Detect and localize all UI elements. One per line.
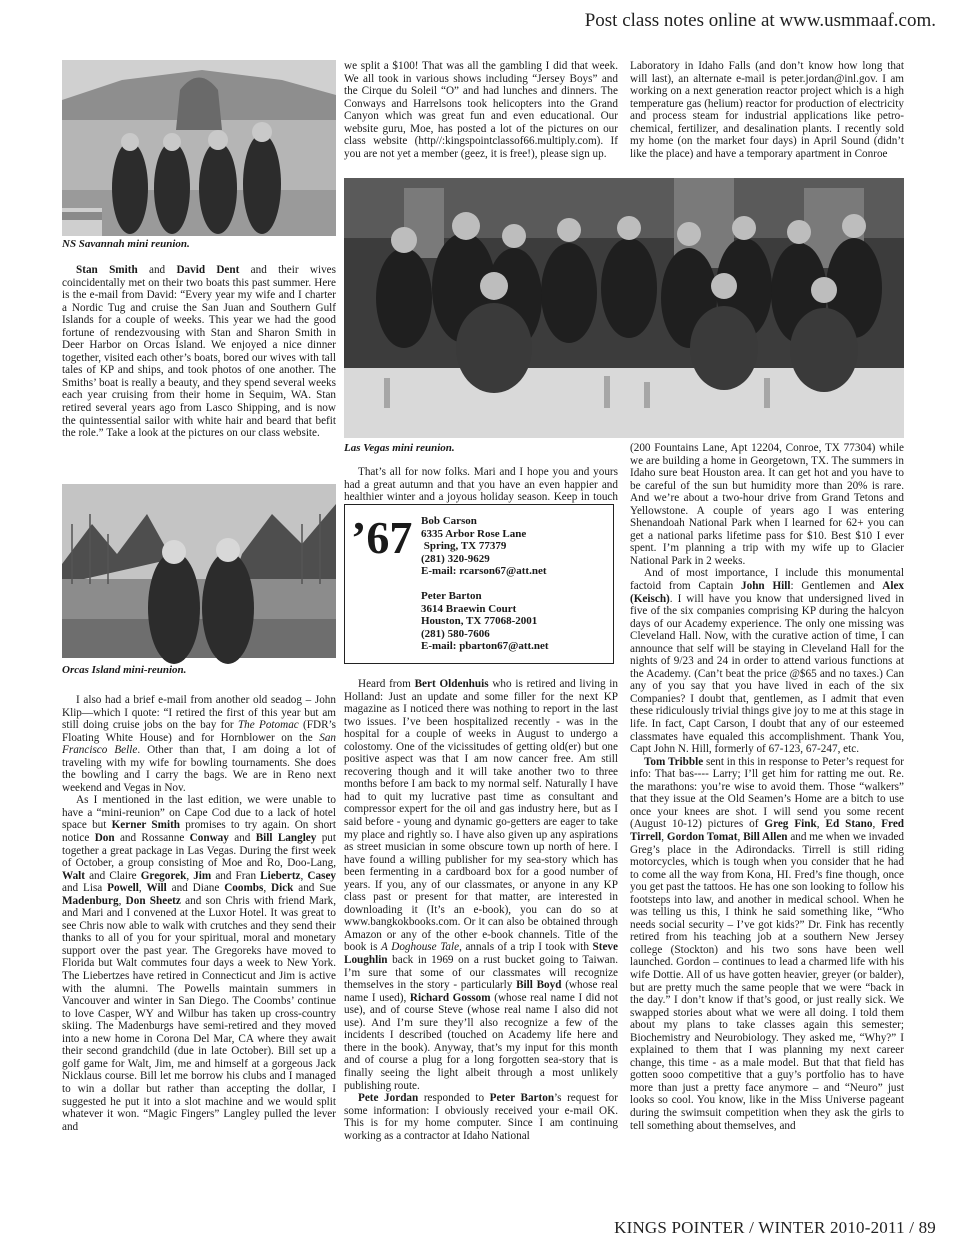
las-vegas-caption: Las Vegas mini reunion. <box>344 442 455 454</box>
column-1-text-lower <box>62 694 336 1214</box>
article-paragraph: I also had a brief e-mail from another old seadog – John Klip—which I quote: “I retired the first of this year but am still doing cruise jobs on the bay for The Potomac (FDR’s Floating White House) and for Hornblower on the San Francisco Belle. Other than that, I am doing a lot of traveling with my wife for bowling tournaments. She does the bowling and I carry the bags. We are in Reno next weekend and Vegas in Nov. <box>62 694 337 794</box>
orcas-island-photo <box>62 484 336 658</box>
article-paragraph: we split a $100! That was all the gambling I did that week. We all took in various shows including “Jersey Boys” and the Cirque du Soleil “O” and had lunches and dinners. The Conways and Harrelsons took helicopters into the Grand Canyon which was great fun and even educational. Our website guru, Moe, has posted a lot of the pictures on our class website (http//:kingspointclassof66.multiply.com). If you are not yet a member (geez, it is free!), please sign up. <box>344 60 618 160</box>
article-paragraph: Tom Tribble sent in this in response to Peter’s request for info: That bas---- Larry; I’ll get him for ratting me out. Re. the marathons: you’re wise to avoid them. Those “walkers” that they issue at the Old Seamen’s Home are a bitch to use once your knees are shot. I will send you some recent (August 10-12) pictures of Greg Fink, Ed Stano, Fred Tirrell, Gordon Tomat, Bill Allen and me when we invaded Greg’s place in the Adirondacks. Tirrell is still riding motorcycles, which is tough when you consider that he had to come all the way from Kona, HI. Fred’s fine though, once you get past the tattoos. He has one son looking to follow his footsteps into law, and another in medical school. When he was telling us this, I think he said something like, “Who needs social security – I’ve got kids?” Dr. Fink has recently retired from his teaching job at a southern New Jersey college (Stockton) and his two sons have been well launched. Gordon – continues to lead a charmed life with his wife Dottie. All of us have gotten heavier, greyer (or balder), but are pretty much the same people that we were “back in the day.” I don’t know if that’s good, or just really sick. We swapped stories about what we were all doing. I told them about my plans to take classes again this semester; Biochemistry and Neurobiology. They asked me, “Why?” I explained to them that I was planning my next career change, this time - as a male model. But that that field has gotten sooo competitive that a guy’s portfolio has to have more than just a pretty face anymore – and “Neuro” just looks so cool. You know, like in the Miss Universe pageant during the swimsuit competition when they ask the girls to tell something about themselves, and <box>630 755 905 1132</box>
column-2-top-text <box>344 60 618 176</box>
article-paragraph: And of most importance, I include this monumental factoid from Captain John Hill: Gentlemen and Alex (Keisch). I will have you know that undersigned lived in five of the six companies comprising KP during the halcyon days of our Academy experience. The only one missing was Cleveland Hall. Now, with the curative action of time, I can announce that self will be staying in Cleveland Hall for the nights of 9/23 and 24 in order to attend various functions at the Academy. (Can’t beat the price @$65 and no taxes.) Can any of you say that you have lived in each of the six Companies? I doubt that, gentlemen, as I admit that even these ridiculously trivial things give joy to me at this stage in life. In fact, Capt Carson, I doubt that any of our esteemed classmates have equaled this accomplishment. Thank You, Capt John N. Hill, formerly of 67-123, 67-247, etc. <box>630 567 904 756</box>
orcas-caption: Orcas Island mini-reunion. <box>62 664 187 676</box>
article-paragraph: Laboratory in Idaho Falls (and don’t know how long that will last), an alternate e-mail is peter.jordan@inl.gov. I am working on a next generation reactor project which is a high temperature gas (helium) reactor for production of electricity and process steam for industrial applications like petro-chemical, fertilizer, and desalination plants. I recently sold my home (on the market four days) in April Sound (didn’t like the place) and have a temporary apartment in Conroe <box>630 60 904 160</box>
las-vegas-reunion-photo <box>344 178 904 438</box>
column-1-text <box>62 264 336 472</box>
article-paragraph: That’s all for now folks. Mari and I hope you and yours had a great autumn and that you have an even happier and healthier winter and a joyous holiday season. Keep in touch <box>344 466 618 504</box>
column-3-lower-text <box>630 442 904 1214</box>
savannah-reunion-photo <box>62 60 336 236</box>
article-paragraph: Heard from Bert Oldenhuis who is retired and living in Holland: Just an update and some filler for the next KP magazine as I noticed there was nothing to report in the last two issues. I’ve been hospitalized recently - was in the hospital for a couple of weeks in August to undergo a colostomy. One of the vicissitudes of getting old(er) but one positive aspect was that I am now cancer free. Am still recovering though and it will take another two to three months before I am back to my normal self. Naturally I have had to quit my lucrative past time as consultant and compressor expert for the oil and gas industry here, but as I said before - young and dynamic go-getters are eager to take my place and rightly so. I have also given up any aspirations as street musician in some obscure town up north of here. I have found a willing publisher for my sea-story which has been fermenting in a cardboard box for a good number of years. If you, any of our classmates, or anyone in any KP class past or present for that matter, are interested in downloading it (It’s an e-book), you can do so at www.bangkokbooks.com. Or it can also be obtained through Amazon or any of the other e-book channels. Title of the book is A Doghouse Tale, annals of a trip I took with Steve Loughlin back in 1969 on a rust bucket going to Taiwan. I’m sure that some of our classmates will recognize themselves in the story - particularly Bill Boyd (whose real name I used), Richard Gossom (whose real name I did not use), and of course Steve (whose real name I also did not use). And I’m sure they’ll also recognize a few of the incidents I described (touched on Academy life here and there in the book). Anyway, that’s my input for this month and of course a plug for a long forgotten sea-story that is finally seeing the light albeit through a most unlikely publishing route. <box>344 678 619 1092</box>
column-3-top-text <box>630 60 904 176</box>
article-paragraph: (200 Fountains Lane, Apt 12204, Conroe, TX 77304) while we are building a home in Georgetown, TX. The summers in Idaho sure beat Houston area. It can get hot and you have to be careful of the sun but humidity more than 20% is rare. And we’re about a two-hour drive from Grand Tetons and Yellowstone. A couple of years ago I was entering Shenandoah National Park when I learned for 62+ you can get a national parks lifetime pass for $10. Best $10 I ever spent. I’m planning a trip with my wife up to Glacier National Park in 2 weeks. <box>630 442 904 567</box>
article-paragraph: Stan Smith and David Dent and their wives coincidentally met on their two boats this past summer. Here is the e-mail from David: “Every year my wife and I charter a Nordic Tug and cruise the San Juan and Southern Gulf Islands for a couple of weeks. This year we had the good fortune of rendezvousing with Stan and Sharon Smith in Deer Harbor on Orcas Island. We enjoyed a nice dinner together, visited each other’s boats, bored our wives with tall tales of KP and ships, and took photos of one another. The Smiths’ boat is really a beauty, and they spend several weeks each year cruising from their home in Sequim, WA. Stan retired several years ago from Lasco Shipping, and is now the quintessential sailor with white hair and beard that befit the role.” Take a look at the pictures on our class website. <box>62 264 336 440</box>
column-2-closing-text <box>344 466 618 506</box>
class-year: ’67 <box>351 512 413 563</box>
article-paragraph: As I mentioned in the last edition, we were unable to have a “mini-reunion” on Cape Cod due to a lack of hotel space but Kerner Smith promises to try again. On short notice Don and Rossanne Conway and Bill Langley put together a great package in Las Vegas. During the first week of October, a group consisting of Moe and Ro, Doo-Lang, Walt and Claire Gregorek, Jim and Fran Liebertz, Casey and Lisa Powell, Will and Diane Coombs, Dick and Sue Madenburg, Don Sheetz and son Chris with friend Mark, and Mari and I convened at the Luxor Hotel. It was great to see Chris now able to walk with crutches and they send their thanks to all of you for your spiritual, moral and monetary support over the past year. The Gregoreks have moved to Florida but Walt commutes four days a week to New York. The Liebertzes have retired in Connecticut and Jim is active with the alumni. The Powells maintain summers in Vancouver and winter in San Diego. The Coombs’ continue to love Casper, WY and Wilbur has taken up cross-country skiing. The Madenburgs have semi-retired and they moved into a new home in Corona Del Mar, CA where they await their second grandchild (due in late October). Bill set up a golf game for Walt, Jim, me and himself at a gorgeous Jack Nicklaus course. Bill let me borrow his clubs and I managed to win a dollar but rather than accepting the dollar, I suggested he put it into a slot machine and we would split whatever it won. “Magic Fingers” Langley pulled the lever and <box>62 794 337 1133</box>
savannah-caption: NS Savannah mini reunion. <box>62 238 190 250</box>
class-of-67-contact-box <box>344 504 614 664</box>
page-footer: KINGS POINTER / WINTER 2010-2011 / 89 <box>614 1218 936 1237</box>
column-2-lower-text <box>344 678 618 1214</box>
class-contacts: Bob Carson 6335 Arbor Rose Lane Spring, TX 77379 (281) 320-9629 E-mail: rcarson67@att.net Peter Barton 3614 Braewin Court Houston, TX 77068-2001 (281) 580-7606 E-mail: pbarton67@att.net <box>421 515 549 653</box>
page-header: Post class notes online at www.usmmaaf.com. <box>584 10 936 31</box>
article-paragraph: Pete Jordan responded to Peter Barton’s request for some information: I obviously received your e-mail OK. This is for my home computer. Since I am continuing working as a contractor at Idaho National <box>344 1092 618 1142</box>
